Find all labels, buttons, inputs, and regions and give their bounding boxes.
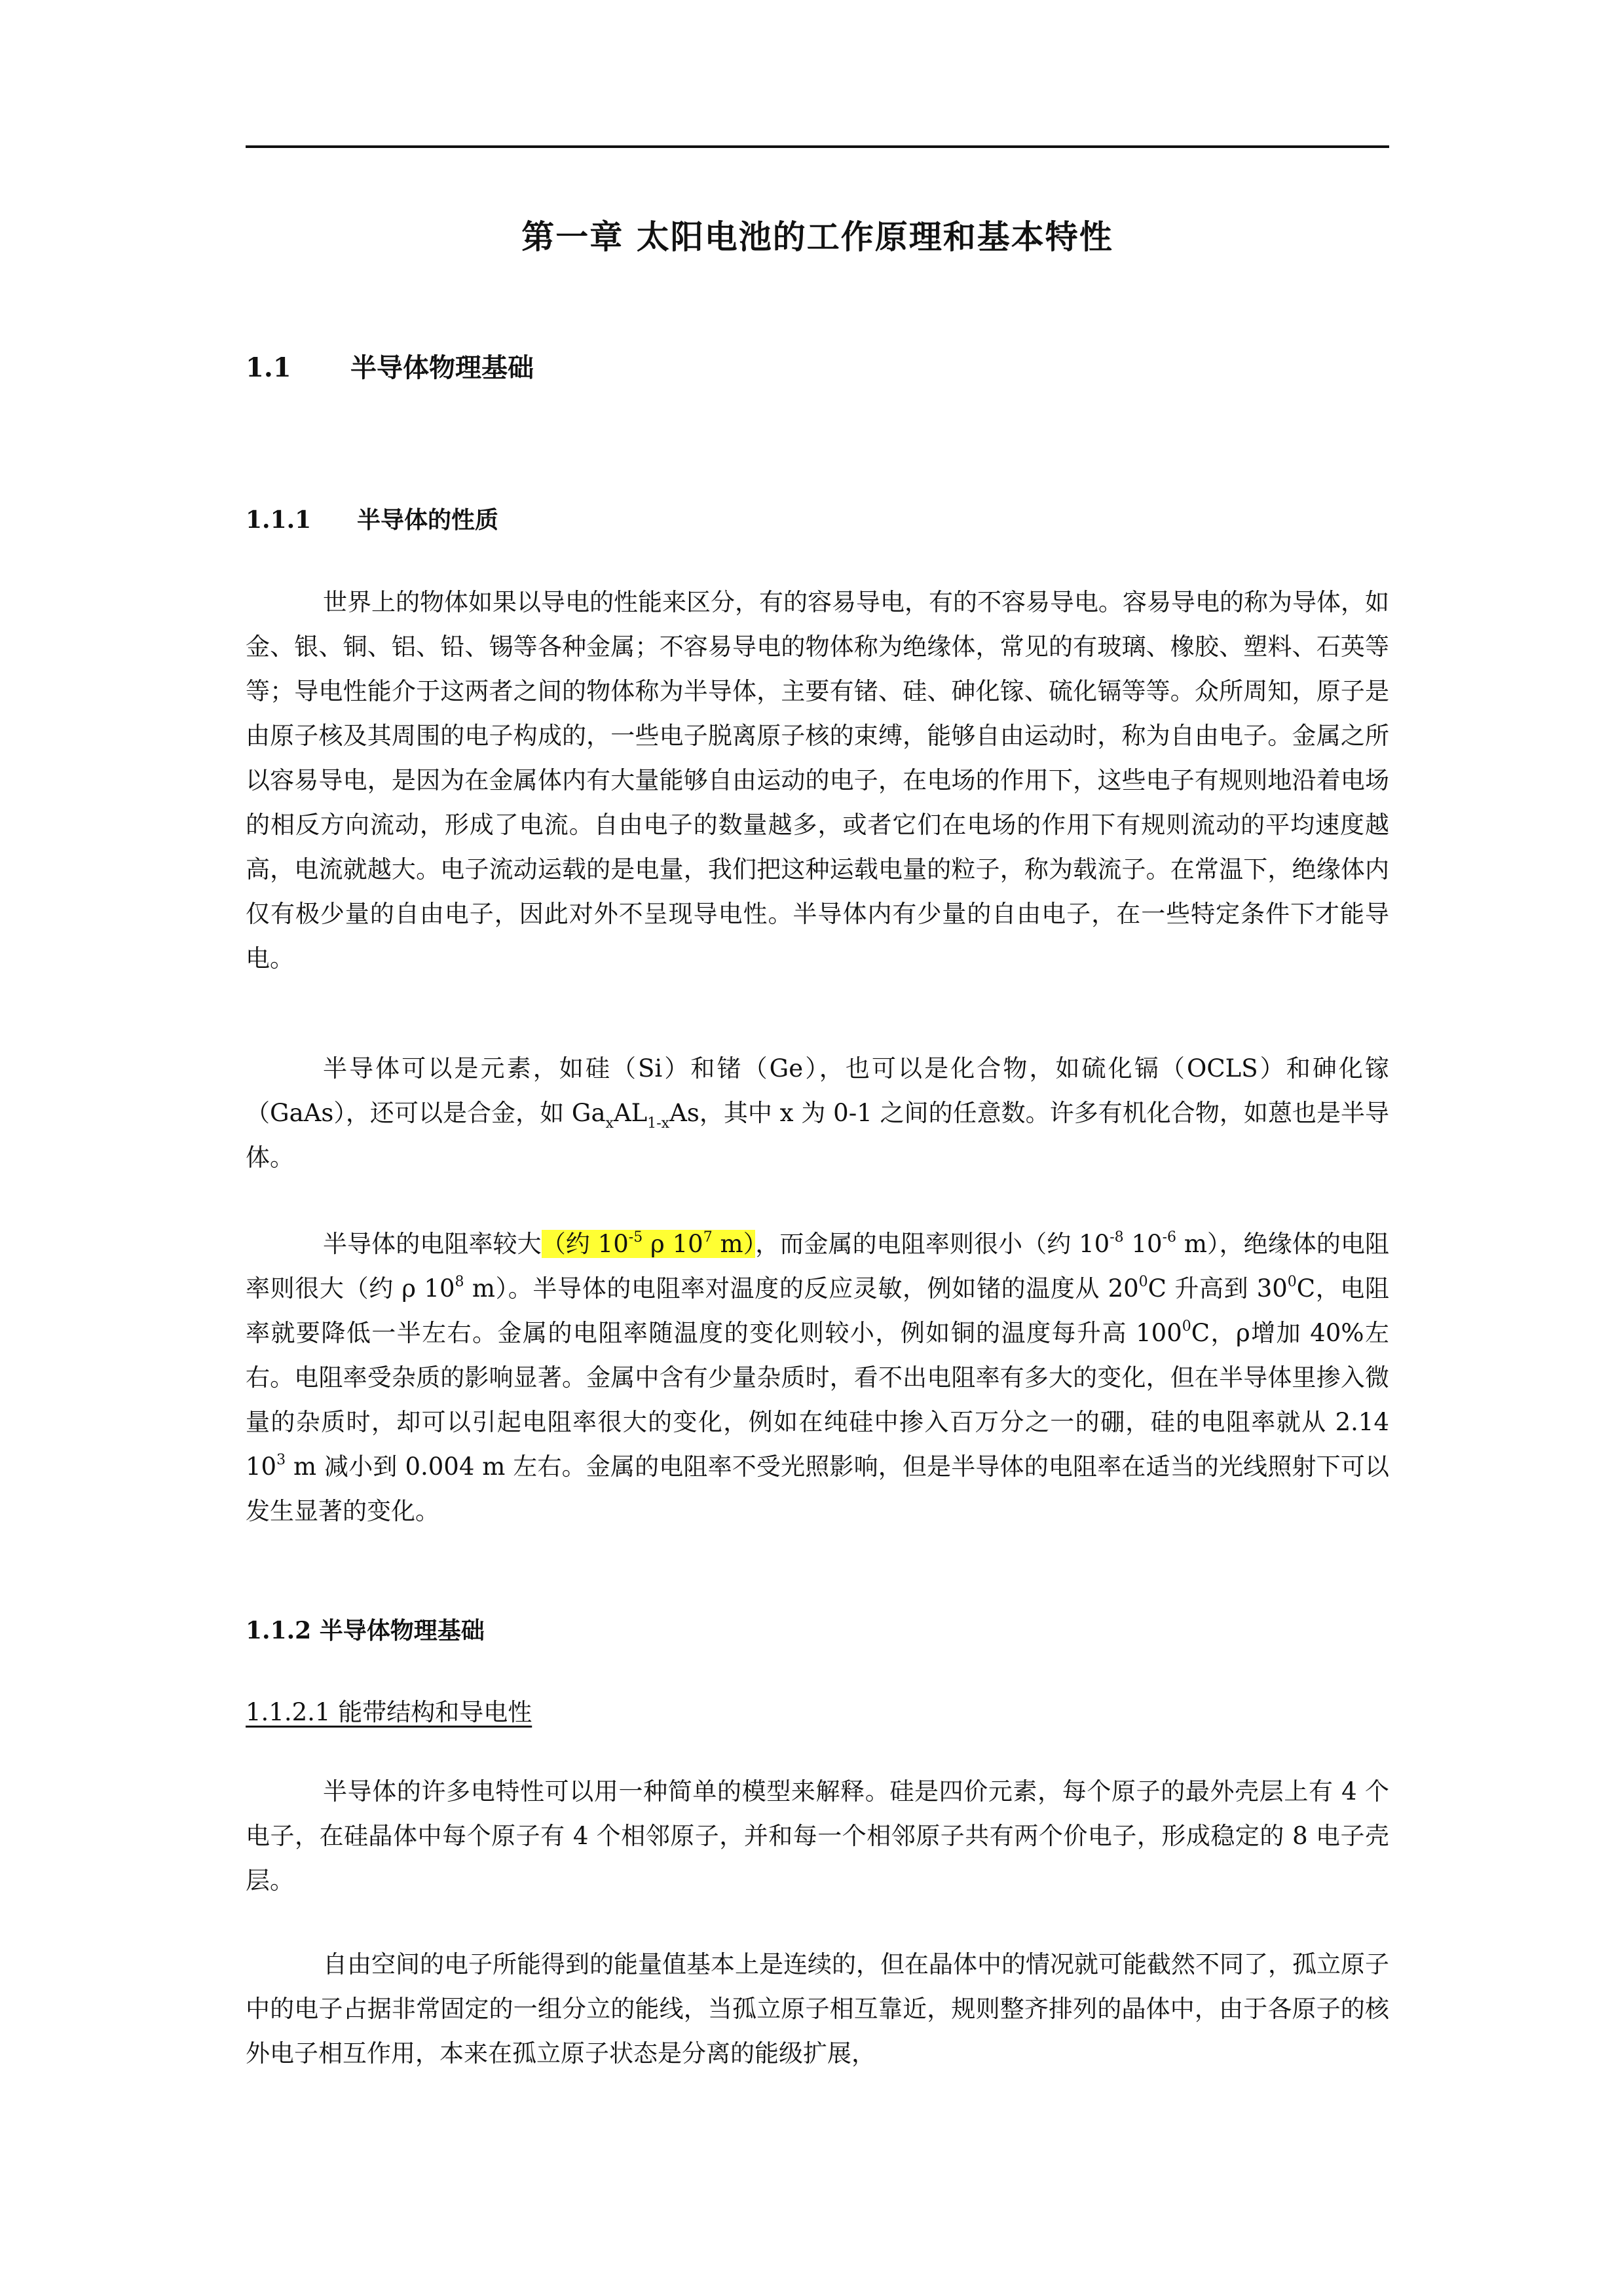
paragraph-2: 半导体可以是元素，如硅（Si）和锗（Ge），也可以是化合物，如硫化镉（OCLS）和砷化镓（GaAs），还可以是合金，如 $Ga_xAL_{1-x}As$，其中 x 为 0-1 之间的任意数。许多有机化合物，如蒽也是半导体。: [246, 1054, 1390, 1172]
paragraph-5: 自由空间的电子所能得到的能量值基本上是连续的，但在晶体中的情况就可能截然不同了，孤立原子中的电子占据非常固定的一组分立的能线，当孤立原子相互靠近，规则整齐排列的晶体中，由于各原子的核外电子相互作用，本来在孤立原子状态是分离的能级扩展，: [246, 1950, 1389, 2067]
paragraph-4: 半导体的许多电特性可以用一种简单的模型来解释。硅是四价元素，每个原子的最外壳层上有 4 个电子，在硅晶体中每个原子有 4 个相邻原子，并和每一个相邻原子共有两个价电子，形成稳定的 8 电子壳层。: [246, 1777, 1389, 1895]
subsection-heading-2: 1.1.2 半导体物理基础: [246, 1617, 485, 1644]
chapter-title: 第一章 太阳电池的工作原理和基本特性: [521, 217, 1113, 256]
header-rule: [246, 145, 1389, 148]
subsection-title: 半导体的性质: [357, 506, 499, 534]
section-title: 半导体物理基础: [350, 352, 534, 383]
section-heading: [246, 347, 534, 384]
subsection-heading-1: [246, 502, 498, 535]
paragraph-3: 半导体的电阻率较大（约 $10^{-5}$ ρ $10^7$ m），而金属的电阻率则很小（约 $10^{-8}$ $10^{-6}$ m），绝缘体的电阻率则很大（约 ρ $10^8$ m）。半导体的电阻率对温度的反应灵敏，例如锗的温度从 $20^0C$ 升高到 $30^0C$，电阻率就要降低一半左右。金属的电阻率随温度的变化则较小，例如铜的温度每升高 $100^0C$，ρ增加 40%左右。电阻率受杂质的影响显著。金属中含有少量杂质时，看不出电阻率有多大的变化，但在半导体里掺入微量的杂质时，却可以引起电阻率很大的变化，例如在纯硅中掺入百万分之一的硼，硅的电阻率就从 2.14 $10^3$ m 减小到 0.004 m 左右。金属的电阻率不受光照影响，但是半导体的电阻率在适当的光线照射下可以发生显著的变化。: [246, 1229, 1390, 1525]
section-number: 1.1: [246, 352, 291, 383]
paragraph-1: 世界上的物体如果以导电的性能来区分，有的容易导电，有的不容易导电。容易导电的称为导体，如金、银、铜、铝、铅、锡等各种金属；不容易导电的物体称为绝缘体，常见的有玻璃、橡胶、塑料、石英等等；导电性能介于这两者之间的物体称为半导体，主要有锗、硅、砷化镓、硫化镉等等。众所周知，原子是由原子核及其周围的电子构成的，一些电子脱离原子核的束缚，能够自由运动时，称为自由电子。金属之所以容易导电，是因为在金属体内有大量能够自由运动的电子，在电场的作用下，这些电子有规则地沿着电场的相反方向流动，形成了电流。自由电子的数量越多，或者它们在电场的作用下有规则流动的平均速度越高，电流就越大。电子流动运载的是电量，我们把这种运载电量的粒子，称为载流子。在常温下，绝缘体内仅有极少量的自由电子，因此对外不呈现导电性。半导体内有少量的自由电子，在一些特定条件下才能导电。: [246, 588, 1389, 972]
subsection-number: 1.1.1: [246, 506, 312, 534]
highlighted-resistivity-range: （约 $10^{-5}$ ρ $10^7$ m）: [541, 1229, 756, 1258]
subsubsection-heading: 1.1.2.1 能带结构和导电性: [246, 1698, 532, 1726]
